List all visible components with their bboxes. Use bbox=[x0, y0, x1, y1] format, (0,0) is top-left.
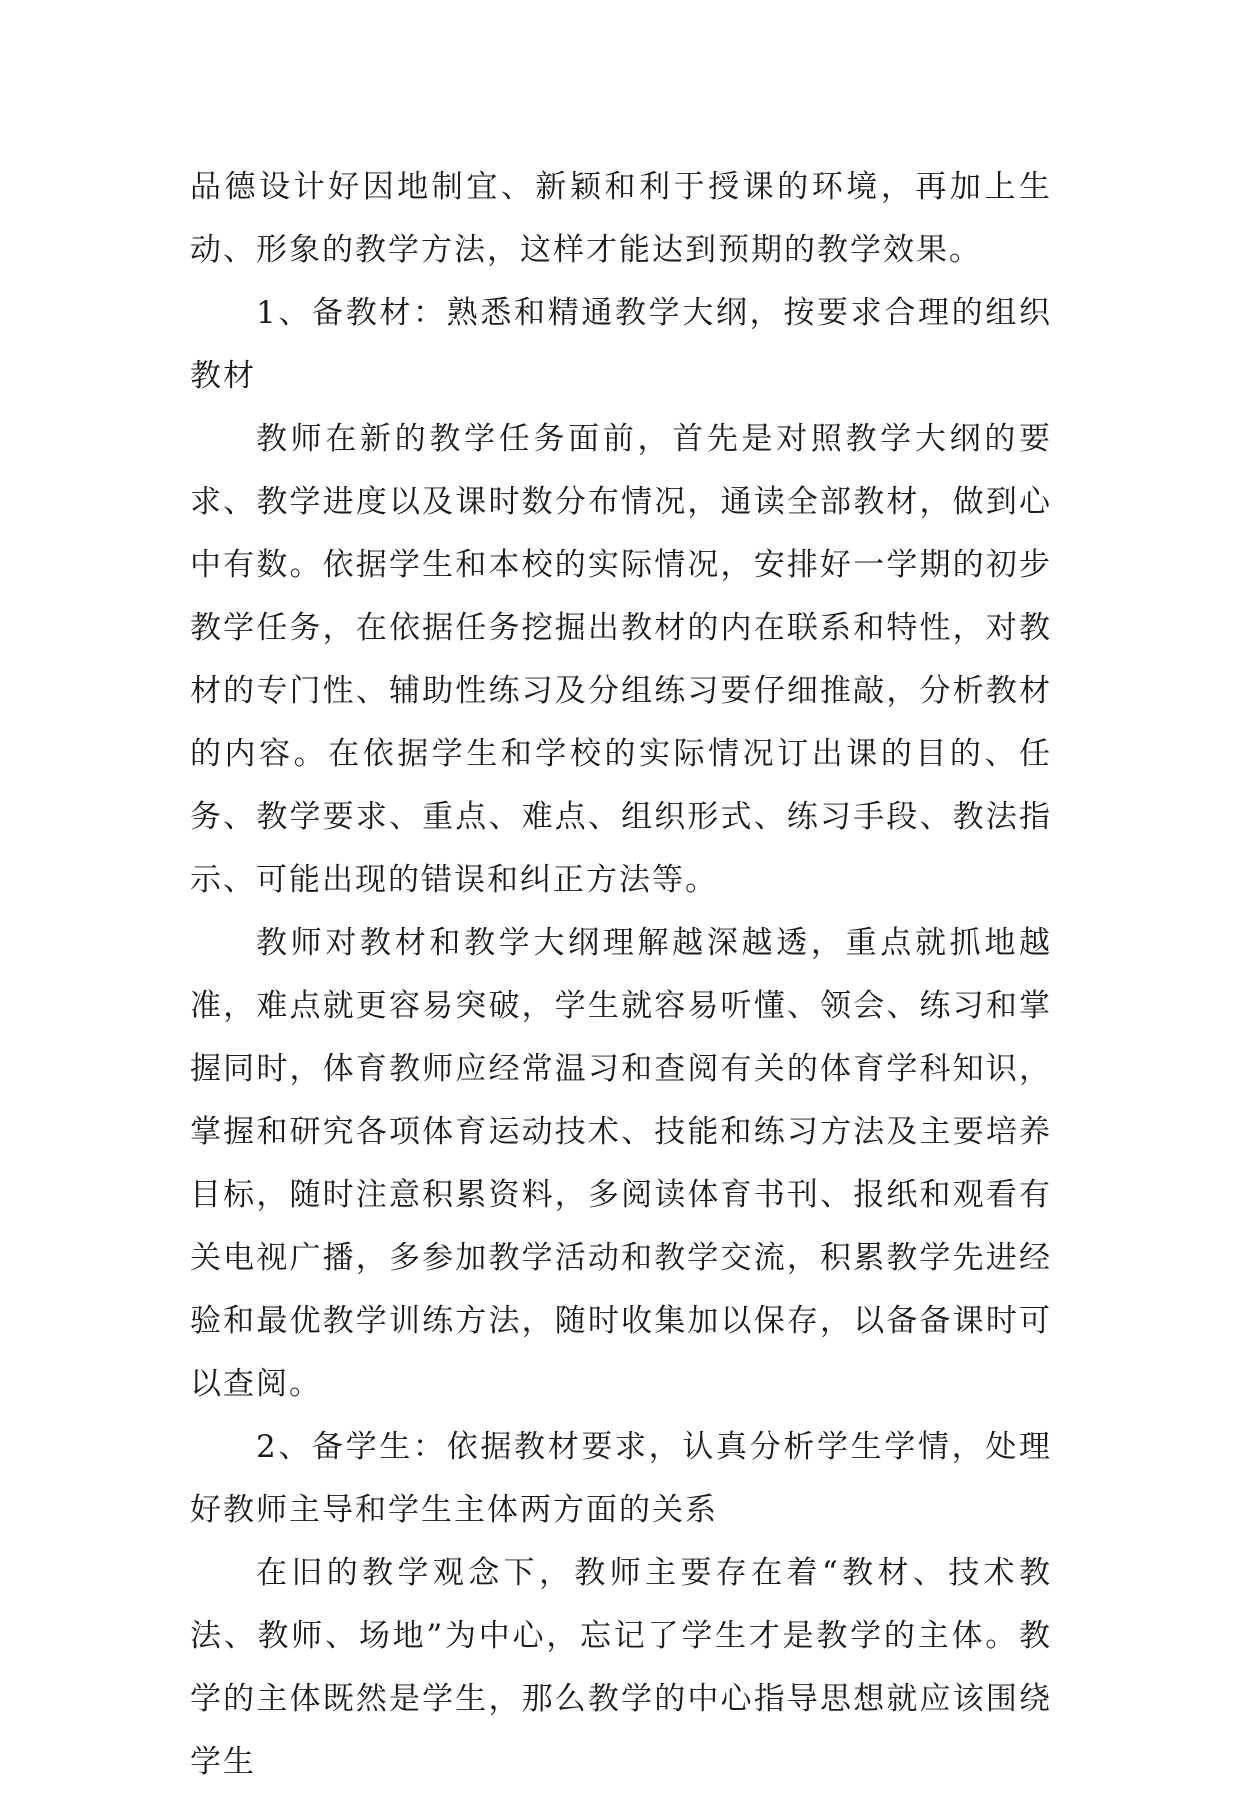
section-heading-students: 2、备学生：依据教材要求，认真分析学生学情，处理好教师主导和学生主体两方面的关系 bbox=[190, 1429, 1052, 1528]
paragraph: 在旧的教学观念下，教师主要存在着“教材、技术教法、教师、场地”为中心，忘记了学生才是教学的主体。教学的主体既然是学生，那么教学的中心指导思想就应该围绕学生 bbox=[190, 1555, 1052, 1780]
section-heading-textbook: 1、备教材：熟悉和精通教学大纲，按要求合理的组织教材 bbox=[190, 295, 1052, 394]
paragraph: 教师对教材和教学大纲理解越深越透，重点就抓地越准，难点就更容易突破，学生就容易听懂、领会、练习和掌握同时，体育教师应经常温习和查阅有关的体育学科知识，掌握和研究各项体育运动技术、技能和练习方法及主要培养目标，随时注意积累资料，多阅读体育书刊、报纸和观看有关电视广播，多参加教学活动和教学交流，积累教学先进经验和最优教学训练方法，随时收集加以保存，以备备课时可以查阅。 bbox=[190, 925, 1052, 1402]
paragraph: 教师在新的教学任务面前，首先是对照教学大纲的要求、教学进度以及课时数分布情况，通读全部教材，做到心中有数。依据学生和本校的实际情况，安排好一学期的初步教学任务，在依据任务挖掘出教材的内在联系和特性，对教材的专门性、辅助性练习及分组练习要仔细推敲，分析教材的内容。在依据学生和学校的实际情况订出课的目的、任务、教学要求、重点、难点、组织形式、练习手段、教法指示、可能出现的错误和纠正方法等。 bbox=[190, 421, 1052, 898]
document-body bbox=[190, 156, 1052, 1794]
paragraph: 品德设计好因地制宜、新颖和利于授课的环境，再加上生动、形象的教学方法，这样才能达到预期的教学效果。 bbox=[190, 169, 1052, 268]
